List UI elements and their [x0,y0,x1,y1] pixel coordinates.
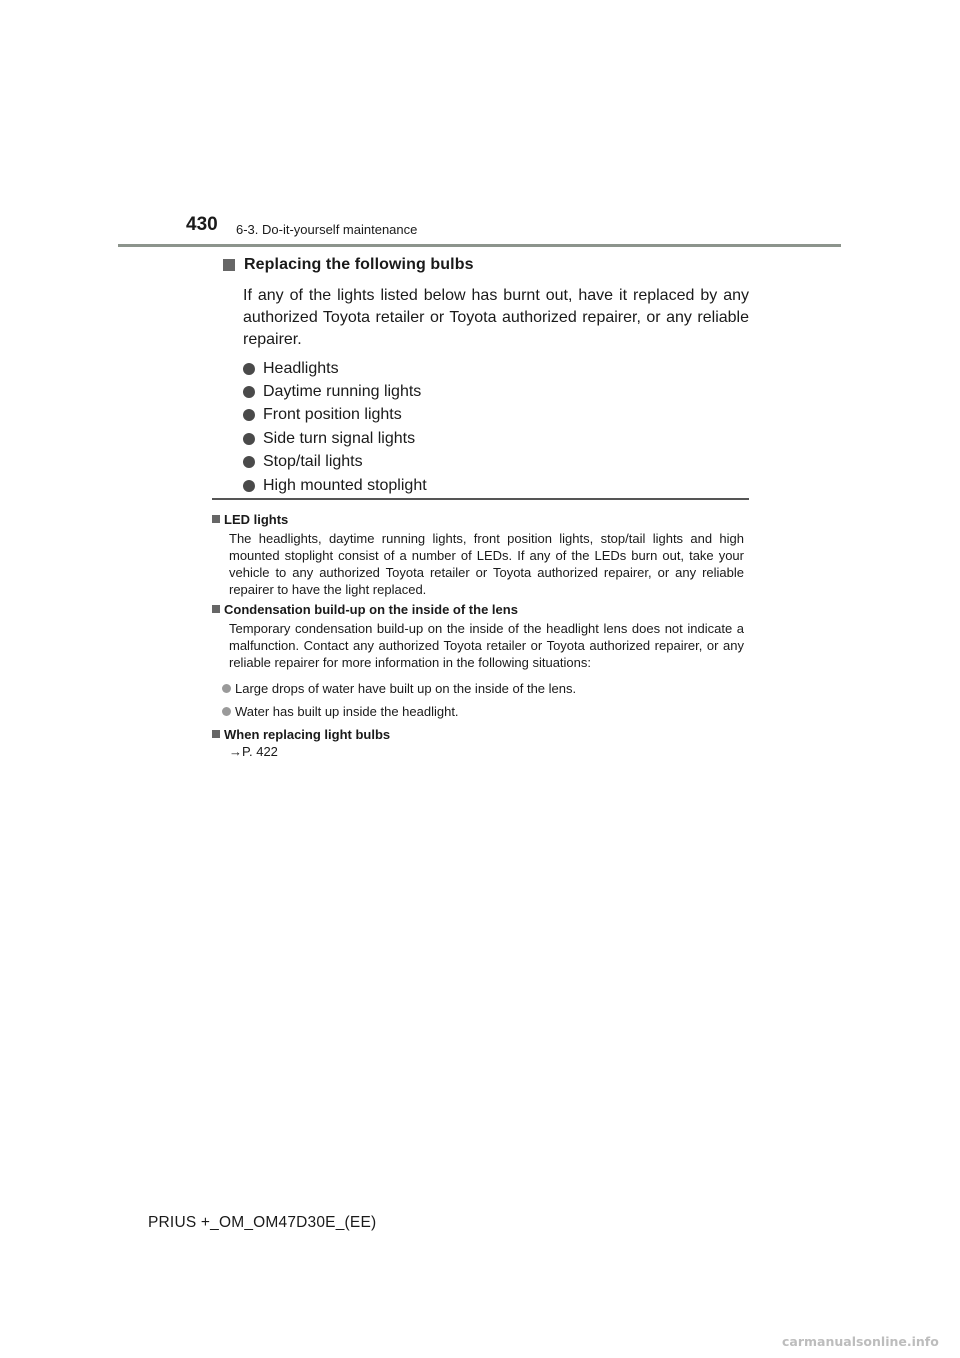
bulb-list [243,357,749,497]
square-bullet-icon [212,605,220,613]
bulb-label: High mounted stoplight [263,476,427,494]
note-heading-replacing [212,725,744,743]
notes-section [212,508,744,759]
note-heading-led [212,510,744,528]
circle-bullet-icon [243,409,255,421]
square-bullet-icon [223,259,235,271]
bulb-label: Side turn signal lights [263,429,416,447]
circle-bullet-icon [222,707,231,716]
bulb-list-item [243,474,749,497]
circle-bullet-icon [243,386,255,398]
note-heading-text: LED lights [224,511,289,527]
note-heading-text: Condensation build-up on the inside of the lens [224,601,518,617]
page-header [0,0,960,250]
bulb-list-item [243,451,749,474]
condensation-list [222,677,744,723]
circle-bullet-icon [243,456,255,468]
square-bullet-icon [212,515,220,523]
circle-bullet-icon [243,433,255,445]
page-reference-link[interactable]: →P. 422 [229,744,278,759]
bulb-label: Stop/tail lights [263,453,363,471]
bulb-list-item [243,357,749,380]
bulb-label: Daytime running lights [263,383,422,401]
main-paragraph: If any of the lights listed below has burnt out, have it replaced by any authorized Toyota retailer or Toyota authorized repairer, or any reliable repairer. [243,287,749,348]
main-heading [223,254,749,276]
bulb-label: Front position lights [263,406,402,424]
circle-bullet-icon [222,684,231,693]
document-code: PRIUS +_OM_OM47D30E_(EE) [148,1214,377,1231]
circle-bullet-icon [243,363,255,375]
main-section [223,254,749,497]
note-text-led: The headlights, daytime running lights, front position lights, stop/tail lights and high mounted stoplight consist of a number of LEDs. If any of the LEDs burn out, take your vehicle to any authorized Toyota retailer or Toyota authorized repairer, or any reliable repairer to have the light replaced. [229,531,744,597]
section-divider [212,498,749,500]
bulb-list-item [243,380,749,403]
list-item [222,677,744,700]
section-title: 6-3. Do-it-yourself maintenance [236,222,418,237]
circle-bullet-icon [243,480,255,492]
bulb-list-item [243,427,749,450]
main-heading-text: Replacing the following bulbs [244,256,474,273]
bulb-label: Headlights [263,359,339,377]
watermark: carmanualsonline.info [782,1334,939,1349]
page-number: 430 [186,214,218,235]
bulb-list-item [243,404,749,427]
note-text-condensation: Temporary condensation build-up on the inside of the headlight lens does not indicate a malfunction. Contact any authorized Toyota retailer or Toyota authorized repairer, or any reliable repairer for more information in the following situations: [229,621,744,670]
list-item-text: Water has built up inside the headlight. [235,704,459,719]
list-item-text: Large drops of water have built up on the inside of the lens. [235,681,577,696]
header-rule [118,244,841,247]
note-heading-text: When replacing light bulbs [224,726,391,742]
square-bullet-icon [212,730,220,738]
list-item [222,700,744,723]
note-heading-condensation [212,600,744,618]
